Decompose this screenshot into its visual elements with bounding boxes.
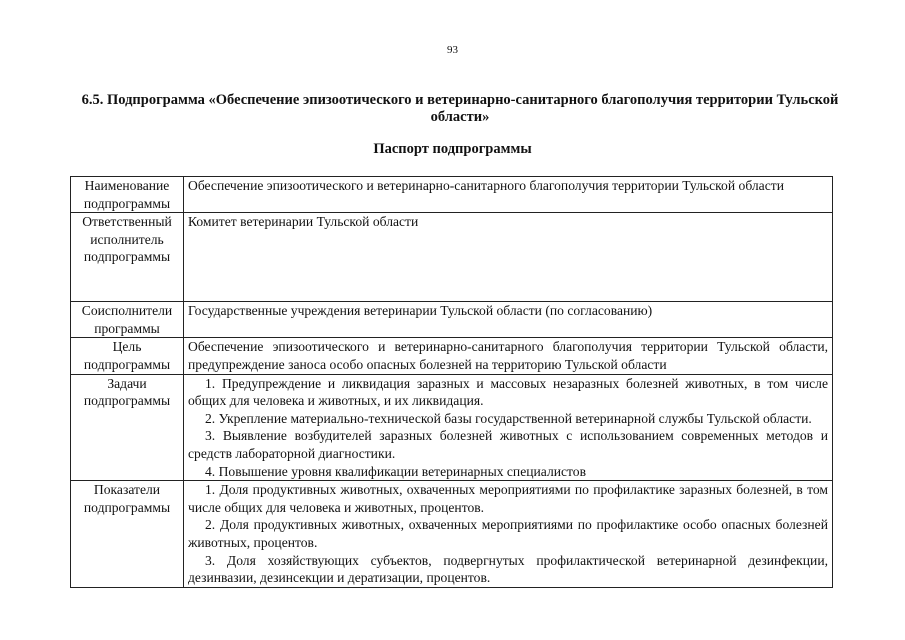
passport-table [70, 176, 833, 588]
row-value-executor [184, 213, 833, 302]
row-label-name: Наименование подпрограммы [71, 177, 184, 213]
task-item: 2. Укрепление материально-технической базы государственной ветеринарной службы Тульской области. [205, 410, 812, 426]
row-value-tasks [184, 374, 833, 481]
row-value-goal [184, 338, 833, 374]
table-row [71, 213, 833, 302]
row-value-name [184, 177, 833, 213]
row-label-indicators: Показатели подпрограммы [71, 481, 184, 588]
page-number: 93 [447, 44, 458, 56]
table-row [71, 302, 833, 338]
row-value-text: Государственные учреждения ветеринарии Тульской области (по согласованию) [188, 303, 653, 319]
row-value-text: Обеспечение эпизоотического и ветеринарно-санитарного благополучия территории Тульской области, предупреждение заноса особо опасных болезней на территорию Тульской области [188, 339, 828, 372]
table-row [71, 177, 833, 213]
passport-title: Паспорт подпрограммы [373, 141, 532, 157]
task-item: 1. Предупреждение и ликвидация заразных и массовых незаразных болезней животных, в том числе общих для человека и животных, и их ликвидация. [188, 375, 828, 409]
indicator-item: 3. Доля хозяйствующих субъектов, подвергнутых профилактической ветеринарной дезинфекции, дезинвазии, дезинсекции и дератизации, процентов. [188, 552, 828, 586]
indicator-item: 1. Доля продуктивных животных, охваченных мероприятиями по профилактике заразных болезней, в том числе общих для человека и животных, процентов. [188, 482, 828, 515]
row-label-goal: Цель подпрограммы [71, 338, 184, 374]
section-title: 6.5. Подпрограмма «Обеспечение эпизоотического и ветеринарно-санитарного благополучия территории Тульской области» [81, 92, 839, 125]
table-row [71, 481, 833, 588]
row-value-text: Обеспечение эпизоотического и ветеринарно-санитарного благополучия территории Тульской области [188, 178, 784, 193]
table-row [71, 374, 833, 481]
row-value-indicators [184, 481, 833, 588]
row-value-coexecutors [184, 302, 833, 338]
row-value-text: Комитет ветеринарии Тульской области [188, 214, 419, 230]
table-row [71, 338, 833, 374]
indicator-item: 2. Доля продуктивных животных, охваченных мероприятиями по профилактике особо опасных болезней животных, процентов. [188, 517, 828, 550]
task-item: 3. Выявление возбудителей заразных болезней животных с использованием современных методов и средств лабораторной диагностики. [188, 428, 828, 461]
row-label-tasks: Задачи подпрограммы [71, 374, 184, 481]
task-item: 4. Повышение уровня квалификации ветеринарных специалистов [205, 463, 587, 479]
row-label-executor: Ответственный исполнитель подпрограммы [71, 213, 184, 302]
row-label-coexecutors: Соисполнители программы [71, 302, 184, 338]
